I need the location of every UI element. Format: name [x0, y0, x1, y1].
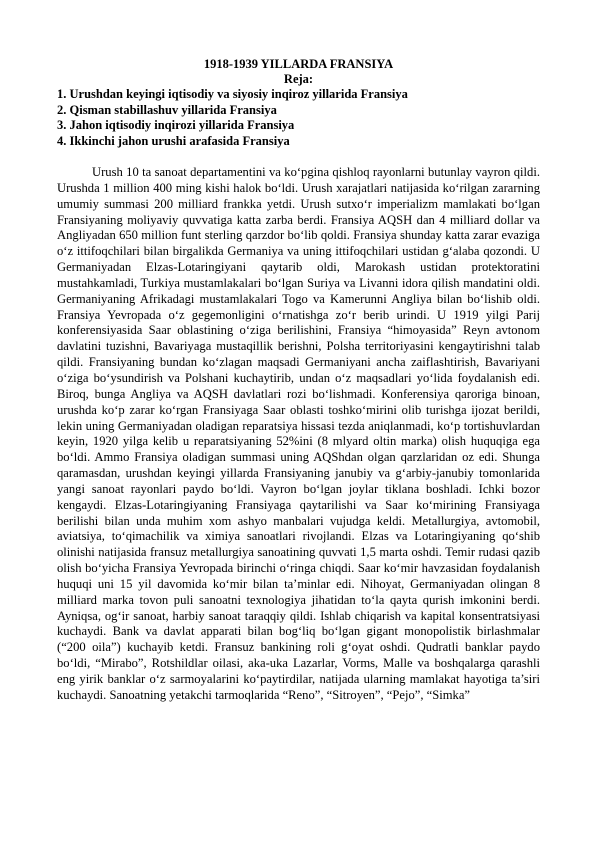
plan-item: 3. Jahon iqtisodiy inqirozi yillarida Fransiya [57, 118, 295, 132]
plan-item: 4. Ikkinchi jahon urushi arafasida Fransiya [57, 133, 290, 148]
plan-heading: Reja: [283, 72, 314, 86]
body-paragraph: Urush 10 ta sanoat departamentini va ko‘pgina qishloq rayonlarni butunlay vayron qildi. Urushda 1 million 400 ming kishi halok bo‘ldi. Urush xarajatlari natijasida ko‘rilgan zararning umumiy summasi 200 milliard frankka yetdi. Urush sutxo‘r imperializm mamlakati bo‘lgan Fransiyaning moliyaviy quvvatiga katta zarba berdi. Fransiya AQSH dan 4 milliard dollar va Angliyadan 650 million funt sterling qarzdor bo‘lib qoldi. Fransiya shunday katta zarar evaziga o‘z ittifoqchilari bilan birgalikda Germaniya va uning ittifoqchilari ustidan g‘alaba qozondi. U Germaniyadan Elzas-Lotaringiyani qaytarib oldi, Marokash ustidan protektoratini mustahkamladi, Turkiya mustamlakalari bo‘lgan Suriya va Livanni idora qilish mandatini oldi. Germaniyaning Afrikadagi mustamlakalari Togo va Kamerunni Angliya bilan bo‘lishib oldi. Fransiya Yevropada o‘z gegemonligini o‘rnatishga zo‘r berib urindi. U 1919 yilgi Parij konferensiyasida Saar oblastining o‘ziga berilishini, Fransiya “himoyasida” Reyn avtonom davlatini tuzishni, Bavariyaga mustaqillik berishni, Polsha territoriyasini kengaytirishni talab qildi. Fransiyaning bundan ko‘zlagan maqsadi Germaniyani ancha zaiflashtirish, Bavariyani o‘ziga bo‘ysundirish va Polshani kuchaytirib, undan o‘z maqsadlari yo‘lida foydalanish edi. Biroq, bunga Angliya va AQSH davlatlari rozi bo‘lishmadi. Konferensiya qaroriga binoan, urushda ko‘p zarar ko‘rgan Fransiyaga Saar oblasti toshko‘mirini olib turishga ijozat berildi, lekin uning Germaniyadan oladigan reparatsiya hissasi tezda aniqlanmadi, ko‘p tortishuvlardan keyin, 1920 yilga kelib u reparatsiyaning 52%ini (8 mlyard oltin marka) olish huquqiga ega bo‘ldi. Ammo Fransiya oladigan summasi uning AQShdan olgan qarzlaridan oz edi. Shunga qaramasdan, urushdan keyingi yillarda Fransiyaning janubiy va g‘arbiy-janubiy tomonlarida yangi sanoat rayonlari paydo bo‘ldi. Vayron bo‘lgan joylar tiklana boshladi. Ichki bozor kengaydi. Elzas-Lotaringiyaning Fransiyaga qaytarilishi va Saar ko‘mirining Fransiyaga berilishi bilan unda muhim xom ashyo manbalari vujudga keldi. Metallurgiya, avtomobil, aviatsiya, to‘qimachilik va ximiya sanoatlari rivojlandi. Elzas va Lotaringiyaning qo‘shib olinishi natijasida fransuz metallurgiya sanoatining quvvati 1,5 marta oshdi. Temir rudasi qazib olish bo‘yicha Fransiya Yevropada birinchi o‘ringa chiqdi. Saar ko‘mir havzasidan foydalanish huquqi uni 15 yil davomida ko‘mir bilan ta’minlar edi. Nihoyat, Germaniyadan olingan 8 milliard marka tovon puli sanoatni texnologiya jihatidan to‘la qayta qurish imkonini berdi. Ayniqsa, og‘ir sanoat, harbiy sanoat taraqqiy qildi. Ishlab chiqarish va kapital konsentratsiyasi kuchaydi. Bank va davlat apparati bilan bog‘liq bo‘lgan gigant monopolistik birlashmalar (“200 oila”) kuchayib ketdi. Fransuz bankining roli g‘oyat oshdi. Qudratli banklar paydo bo‘ldi, “Mirabo”, Rotshildlar oilasi, aka-uka Lazarlar, Vorms, Malle va boshqalarga qarashli eng yirik banklar o‘z sarmoyalarini ko‘paytirdilar, natijada ularning mamlakat hayotiga ta’siri kuchaydi. Sanoatning yetakchi tarmoqlarida “Reno”, “Sitroyen”, “Pejo”, “Simka” [57, 165, 540, 702]
plan-list [57, 87, 540, 149]
plan-item: 1. Urushdan keyingi iqtisodiy va siyosiy inqiroz yillarida Fransiya [57, 87, 408, 101]
plan-item: 2. Qisman stabillashuv yillarida Fransiya [57, 102, 277, 117]
document-title: 1918-1939 YILLARDA FRANSIYA [203, 57, 394, 71]
